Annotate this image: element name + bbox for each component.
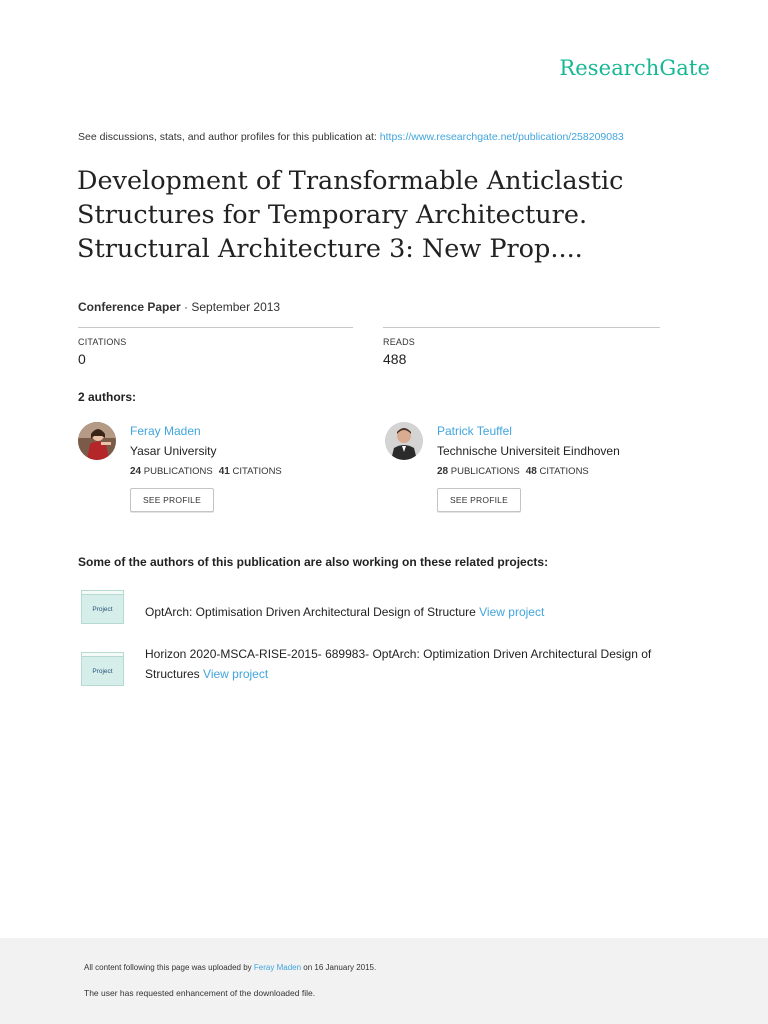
project-description xyxy=(145,644,665,684)
author-name-link[interactable]: Patrick Teuffel xyxy=(437,424,512,438)
reads-value: 488 xyxy=(383,351,407,367)
meta-separator: · xyxy=(180,300,192,314)
project-title-line-1: Horizon 2020-MSCA-RISE-2015- 689983- OptArch: Optimization Driven Architectural Design of xyxy=(145,647,652,661)
reads-stat xyxy=(383,327,660,367)
project-folder-icon[interactable] xyxy=(81,652,124,686)
authors-heading: 2 authors: xyxy=(78,390,137,404)
citations-stat xyxy=(78,327,353,367)
researchgate-logo[interactable]: ResearchGate xyxy=(559,56,710,80)
publication-url-link[interactable]: https://www.researchgate.net/publication/258209083 xyxy=(379,131,624,143)
project-icon-label: Project xyxy=(81,656,124,686)
project-folder-icon[interactable] xyxy=(81,590,124,624)
author-counts xyxy=(130,466,282,477)
avatar[interactable] xyxy=(385,422,423,460)
citations-label: CITATIONS xyxy=(232,466,282,477)
project-icon-label: Project xyxy=(81,594,124,624)
project-description xyxy=(145,602,665,622)
author-institution: Yasar University xyxy=(130,444,217,458)
publication-meta xyxy=(78,300,280,314)
related-projects-heading: Some of the authors of this publication are also working on these related projects: xyxy=(78,555,549,569)
author-counts xyxy=(437,466,620,477)
author-name-link[interactable]: Feray Maden xyxy=(130,424,201,438)
publications-label: PUBLICATIONS xyxy=(143,466,213,477)
author-info xyxy=(437,422,620,512)
discussion-line xyxy=(78,131,624,143)
uploader-link[interactable]: Feray Maden xyxy=(253,963,302,972)
reads-label: READS xyxy=(383,337,416,347)
citations-label: CITATIONS xyxy=(78,337,127,347)
citations-value: 0 xyxy=(78,351,86,367)
publication-title xyxy=(77,164,717,266)
author-info xyxy=(130,422,282,512)
citations-count: 41 xyxy=(218,466,230,477)
citations-count: 48 xyxy=(525,466,537,477)
see-profile-button[interactable]: SEE PROFILE xyxy=(437,488,521,512)
project-title: OptArch: Optimisation Driven Architectural Design of Structure xyxy=(145,605,476,619)
discussion-text: See discussions, stats, and author profiles for this publication at: xyxy=(78,131,377,143)
view-project-link[interactable]: View project xyxy=(203,667,269,681)
title-line-3: Structural Architecture 3: New Prop.... xyxy=(77,234,583,264)
publications-label: PUBLICATIONS xyxy=(450,466,520,477)
upload-note xyxy=(84,963,376,972)
project-title-line-2: Structures xyxy=(145,667,200,681)
upload-suffix: on 16 January 2015. xyxy=(303,963,377,972)
author-institution: Technische Universiteit Eindhoven xyxy=(437,444,620,458)
upload-prefix: All content following this page was uploaded by xyxy=(84,963,252,972)
publication-type: Conference Paper xyxy=(78,300,181,314)
publication-date: September 2013 xyxy=(191,300,281,314)
publications-count: 28 xyxy=(437,466,449,477)
see-profile-button[interactable]: SEE PROFILE xyxy=(130,488,214,512)
footer xyxy=(0,938,768,1024)
title-line-2: Structures for Temporary Architecture. xyxy=(77,200,588,230)
enhancement-note: The user has requested enhancement of the downloaded file. xyxy=(84,988,316,998)
citations-label: CITATIONS xyxy=(539,466,589,477)
avatar[interactable] xyxy=(78,422,116,460)
publications-count: 24 xyxy=(130,466,142,477)
title-line-1: Development of Transformable Anticlastic xyxy=(77,166,624,196)
view-project-link[interactable]: View project xyxy=(479,605,545,619)
